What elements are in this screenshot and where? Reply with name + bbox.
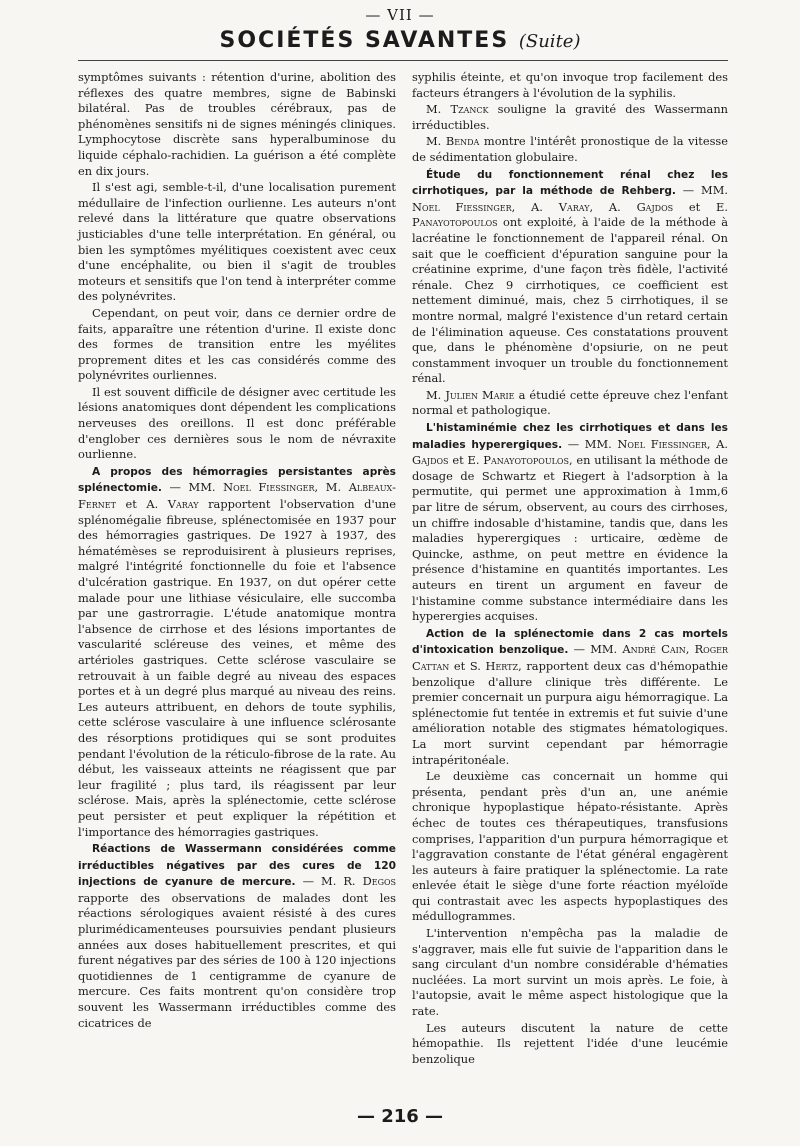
text: a étudié cette épreuve chez l'enfant normal et pathologique. bbox=[412, 387, 728, 418]
text: , bbox=[685, 642, 695, 657]
right-paragraph-6 bbox=[412, 420, 728, 625]
text: , A. bbox=[511, 199, 559, 214]
author-name: Julien Marie bbox=[445, 387, 515, 402]
author-name: Noel Fiessinger bbox=[617, 436, 707, 451]
author-name: Albeaux-Fernet bbox=[78, 480, 397, 512]
text: — MM. bbox=[161, 480, 224, 495]
left-paragraph-4: Il est souvent difficile de désigner avec certitude les lésions anatomiques dont dépendent les complications nerveuses des oreillons. Il est donc préférable d'englober ces dernières sous le nom de névraxite ourlienne. bbox=[78, 384, 396, 462]
left-column bbox=[78, 70, 396, 1031]
author-name: Varay bbox=[167, 497, 199, 512]
author-name: Panayotopoulos bbox=[412, 215, 498, 230]
left-paragraph-1: symptômes suivants : rétention d'urine, abolition des réflexes des quatre membres, signe de Babinski bilatéral. Pas de troubles cérébraux, pas de phénomènes sensitifs ni de signes méningés cliniques. Lymphocytose discrète sans hyperalbuminose du liquide céphalo-rachidien. La guérison a été complète en dix jours. bbox=[78, 70, 396, 178]
left-paragraph-2: Il s'est agi, semble-t-il, d'une localisation purement médullaire de l'infection ourlienne. Les auteurs n'ont relevé dans la littérature que quatre observations justiciables d'une telle interprétation. En général, ou bien les symptômes myélitiques coexistent avec ceux d'une encéphalite, ou bien il s'agit de troubles moteurs et sensitifs que l'on tend à interpréter comme des polynévrites. bbox=[78, 180, 396, 304]
author-name: Hertz bbox=[485, 658, 519, 673]
author-name: Noel Fiessinger bbox=[412, 199, 512, 214]
left-paragraph-6 bbox=[78, 841, 396, 1031]
right-paragraph-3 bbox=[412, 134, 728, 165]
roman-numeral-header: — VII — bbox=[365, 6, 435, 24]
text: souligne la gravité des Wassermann irréductibles. bbox=[412, 102, 728, 132]
author-name: Roger Cattan bbox=[412, 642, 728, 673]
text: , A. bbox=[589, 199, 637, 214]
text: rapportent l'observation d'une splénomégalie fibreuse, splénectomisée en 1937 pour des hémorragies gastriques. De 1927 à 1937, des hématémèses se reproduisirent à plusieurs reprises, malgré l'intégrité fonctionnelle du foie et l'absence d'ulcération gastrique. En 1937, on dut opérer cette malade pour une lithiase vésiculaire, elle succomba par une gastrorragie. L'étude anatomique montra l'absence de cirrhose et des lésions importantes de vascularité scléreuse des veines, et même des artérioles gastriques. Cette sclérose vasculaire se retrouvait à un faible degré au niveau des espaces portes et à un degré plus marqué au niveau des reins. Les auteurs attribuent, en dehors de toute syphilis, cette sclérose vasculaire à une influence sclérosante des résorptions protidiques qui se sont produites pendant l'évolution de la réticulo-fibrose de la rate. Au début, les vaisseaux atteints ne réagissent que par leur fragilité ; plus tard, ils réagissent par leur sclérose. Mais, après la splénectomie, cette sclérose peut persister et peut expliquer la répétition et l'importance des hémorragies gastriques. bbox=[78, 497, 396, 839]
text: — MM. bbox=[568, 642, 623, 657]
text: , M. bbox=[314, 480, 349, 495]
text: et E. bbox=[448, 453, 484, 468]
right-paragraph-2 bbox=[412, 102, 728, 133]
text: M. bbox=[426, 134, 446, 149]
text: montre l'intérêt pronostique de la vitesse de sédimentation globulaire. bbox=[412, 134, 728, 164]
text: , en utilisant la méthode de dosage de Schwartz et Riegert à l'adsorption à la permutite, qui permet une approximation à 1mm,6 par litre de sérum, observent, au cours des cirrhoses, un chiffre indosable d'histamine, tandis que, dans les maladies hyperergiques : urticaire, œdème de Quincke, asthme, on peut mettre en évidence la présence d'histamine en quantités importantes. Les auteurs en tirent un argument en faveur de l'histamine comme substance intermédiaire dans les hyperergies acquises. bbox=[412, 453, 728, 624]
text: — MM. bbox=[562, 436, 618, 451]
text: , A. bbox=[706, 436, 728, 451]
text: ont exploité, à l'aide de la méthode à lacréatine le fonctionnement de l'appareil rénal. On sait que le coefficient d'épuration sanguine pour la créatinine exprime, d'une façon très fidèle, l'activité rénale. Chez 9 cirrhotiques, ce coefficient est nettement diminué, mais, chez 5 cirrhotiques, il se montre normal, malgré l'existence d'un retard certain de l'élimination aqueuse. Ces constatations prouvent que, dans le phénomène d'opsiurie, on ne peut constamment invoquer un trouble du fonctionnement rénal. bbox=[412, 215, 728, 386]
page-number: — 216 — bbox=[356, 1106, 444, 1127]
author-name: Varay bbox=[558, 199, 590, 214]
right-paragraph-10: Les auteurs discutent la nature de cette hémopathie. Ils rejettent l'idée d'une leucémie benzolique bbox=[412, 1020, 728, 1066]
author-name: Panayotopoulos bbox=[483, 453, 569, 468]
right-paragraph-8: Le deuxième cas concernait un homme qui présenta, pendant près d'un an, une anémie chronique hypoplastique hépato-résistante. Après échec de toutes ces thérapeutiques, transfusions comprises, l'apparition d'un purpura hémorragique et l'aggravation constante de l'état général engagèrent les auteurs à faire pratiquer la splénectomie. La rate enlevée était le siège d'une forte réaction myéloïde qui contrastait avec les aspects hypoplastiques des médullogrammes. bbox=[412, 769, 728, 924]
title-main: SOCIÉTÉS SAVANTES bbox=[219, 28, 510, 53]
text: , rapportent deux cas d'hémopathie benzolique d'allure clinique très différente. Le premier concernait un purpura aigu hémorragique. La splénectomie fut tentée in extremis et fut suivie d'une amélioration notable des stigmates hématologiques. La mort survint cependant par hémorragie intrapéritonéale. bbox=[412, 658, 728, 767]
text: M. bbox=[426, 102, 451, 117]
author-name: Degos bbox=[362, 874, 396, 889]
left-paragraph-3: Cependant, on peut voir, dans ce dernier ordre de faits, apparaître une rétention d'urine. Il existe donc des formes de transition entre les myélites proprement dites et les cas considérés comme des polynévrites ourliennes. bbox=[78, 305, 396, 383]
author-name: André Cain bbox=[622, 642, 686, 657]
section-heading-histaminemie: L'histaminémie chez les cirrhotiques et dans les maladies hyperergiques. bbox=[412, 422, 728, 451]
right-column bbox=[412, 70, 728, 1067]
section-heading-wassermann: Réactions de Wassermann considérées comme irréductibles négatives par des cures de 120 injections de cyanure de mercure. bbox=[78, 843, 396, 889]
text: et E. bbox=[673, 199, 728, 214]
text: et A. bbox=[115, 497, 168, 512]
right-paragraph-7 bbox=[412, 626, 728, 768]
author-name: Gajdos bbox=[636, 199, 674, 214]
author-name: Noel Fiessinger bbox=[223, 480, 315, 495]
left-paragraph-5 bbox=[78, 464, 396, 840]
right-paragraph-4 bbox=[412, 167, 728, 387]
section-heading-splenectomie: Action de la splénectomie dans 2 cas mortels d'intoxication benzolique. bbox=[412, 627, 728, 657]
text: — MM. bbox=[675, 183, 728, 198]
section-heading-rehberg: Étude du fonctionnement rénal chez les cirrhotiques, par la méthode de Rehberg. bbox=[412, 168, 728, 198]
author-name: Gajdos bbox=[412, 453, 449, 468]
text: rapporte des observations de malades dont les réactions sérologiques avaient résisté à des cures plurimédicamenteuses poursuivies pendant plusieurs années aux doses habituellement prescrites, et qui furent négatives par des séries de 100 à 120 injections quotidiennes de 1 centigramme de cyanure de mercure. Ces faits montrent qu'on considère trop souvent les Wassermann irréductibles comme des cicatrices de bbox=[78, 890, 396, 1030]
right-paragraph-5 bbox=[412, 388, 728, 419]
header-rule bbox=[78, 60, 728, 61]
right-paragraph-1: syphilis éteinte, et qu'on invoque trop facilement des facteurs étrangers à l'évolution de la syphilis. bbox=[412, 70, 728, 100]
text: et S. bbox=[449, 658, 486, 673]
right-paragraph-9: L'intervention n'empêcha pas la maladie de s'aggraver, mais elle fut suivie de l'apparition dans le sang circulant d'un nombre considérable d'hématies nucléées. La mort survint un mois après. Le foie, à l'autopsie, avait le même aspect histologique que la rate. bbox=[412, 926, 728, 1019]
text: — M. R. bbox=[295, 874, 363, 889]
title-suite: (Suite) bbox=[518, 31, 581, 52]
section-heading-hemorragies: A propos des hémorragies persistantes après splénectomie. bbox=[78, 465, 396, 495]
author-name: Tzanck bbox=[450, 102, 489, 117]
text: M. bbox=[426, 387, 446, 402]
author-name: Benda bbox=[445, 134, 480, 149]
page-title bbox=[0, 28, 800, 53]
